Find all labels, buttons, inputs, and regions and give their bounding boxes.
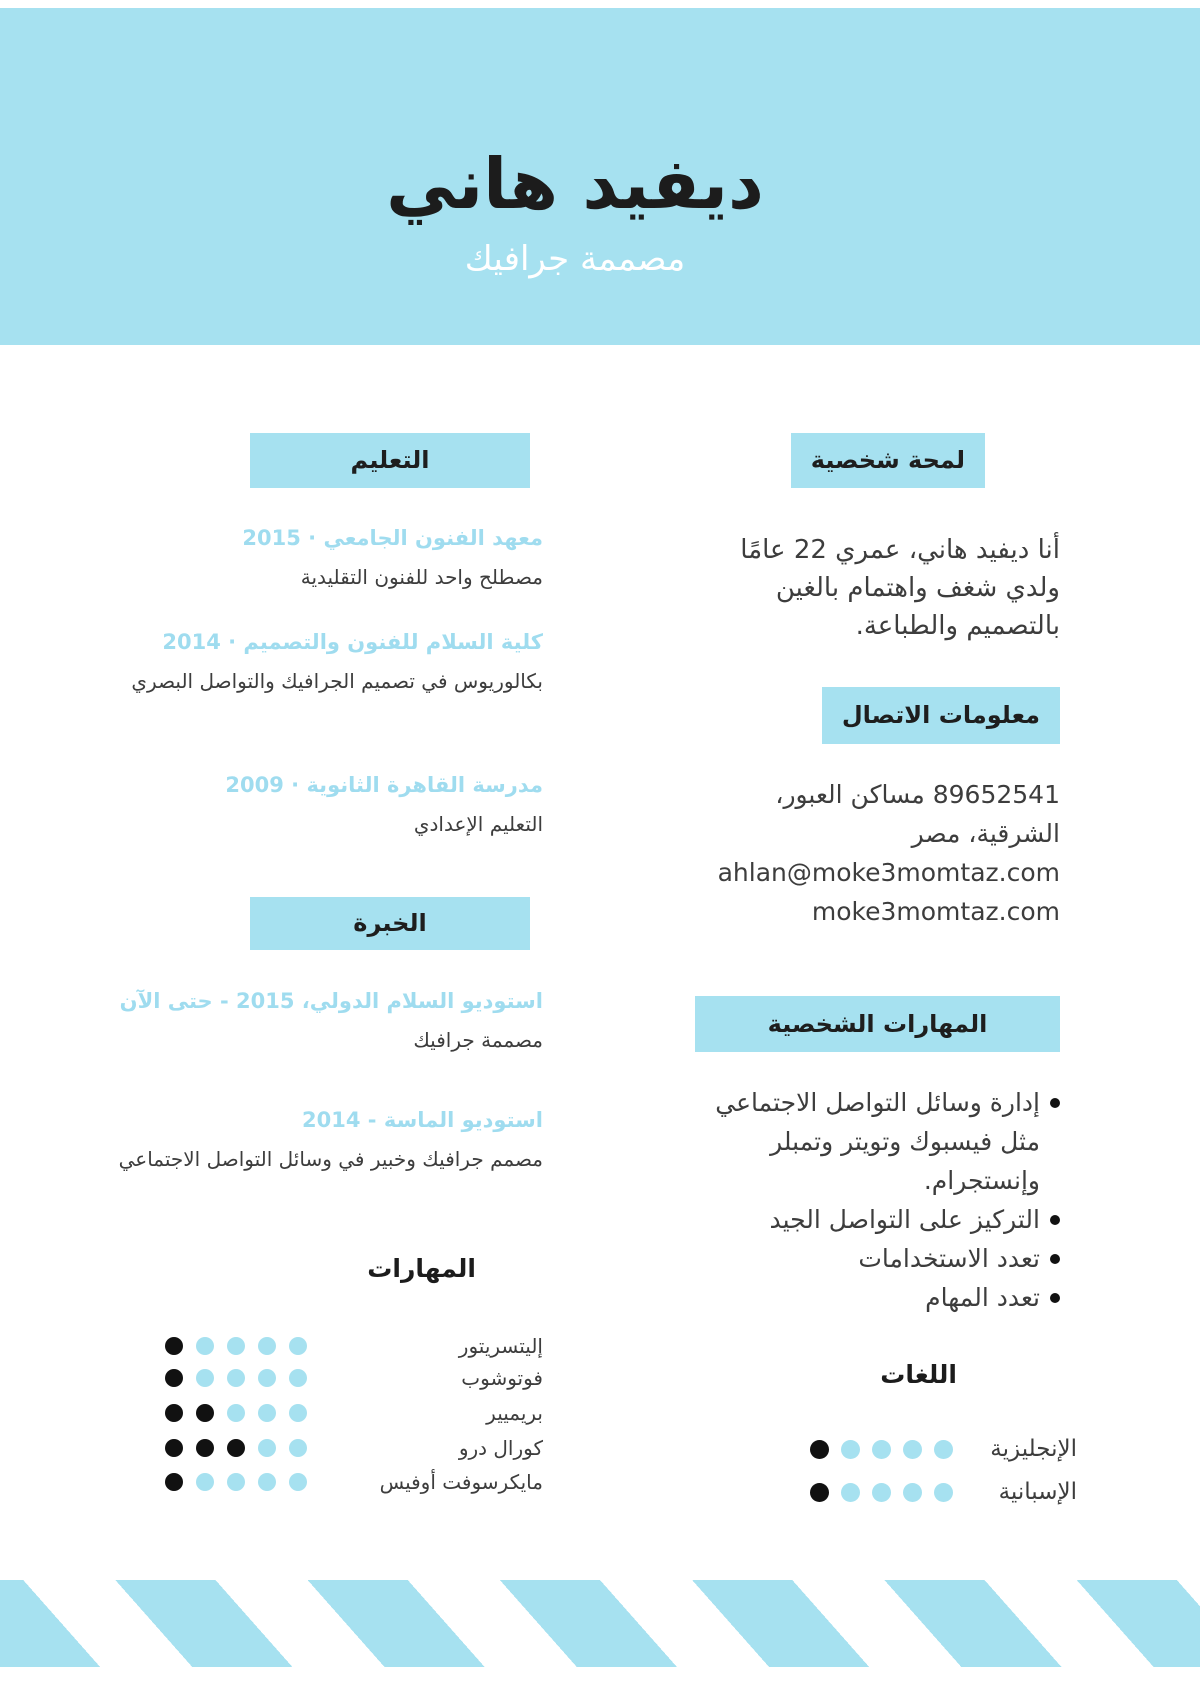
bullet-icon <box>1050 1098 1060 1108</box>
language-label: الإنجليزية <box>990 1436 1077 1462</box>
education-entry-title: كلية السلام للفنون والتصميم · 2014 <box>162 630 543 654</box>
bullet-icon <box>1050 1293 1060 1303</box>
contact-section-heading: معلومات الاتصال <box>822 687 1060 744</box>
left-column <box>118 0 543 1697</box>
skill-rating-dots <box>165 1473 307 1491</box>
language-label: الإسبانية <box>998 1479 1077 1505</box>
rating-dot-empty <box>165 1337 183 1355</box>
education-entry <box>131 627 543 695</box>
skill-row <box>165 1465 543 1499</box>
personal-skill-text: إدارة وسائل التواصل الاجتماعي مثل فيسبوك وتويتر وتمبلر وإنستجرام. <box>715 1088 1040 1195</box>
education-entry <box>150 770 543 838</box>
rating-dot-filled <box>227 1369 245 1387</box>
personal-skill-item <box>680 1239 1060 1278</box>
rating-dot-filled <box>258 1473 276 1491</box>
personal-skill-text: التركيز على التواصل الجيد <box>769 1205 1040 1234</box>
rating-dot-filled <box>934 1440 953 1459</box>
rating-dot-filled <box>227 1337 245 1355</box>
personal-skill-text: تعدد المهام <box>925 1283 1040 1312</box>
bullet-icon <box>1050 1215 1060 1225</box>
skill-label: بريميير <box>486 1401 543 1425</box>
rating-dot-filled <box>258 1439 276 1457</box>
education-entry-desc: مصطلح واحد للفنون التقليدية <box>300 565 543 589</box>
rating-dot-filled <box>289 1439 307 1457</box>
language-row <box>810 1477 1077 1507</box>
contact-info <box>680 775 1060 931</box>
skill-row <box>165 1431 543 1465</box>
rating-dot-empty <box>810 1483 829 1502</box>
education-entry-title: مدرسة القاهرة الثانوية · 2009 <box>225 773 543 797</box>
contact-email: ahlan@moke3momtaz.com <box>717 858 1060 887</box>
rating-dot-empty <box>165 1369 183 1387</box>
skill-rating-dots <box>165 1439 307 1457</box>
personal-skills-list <box>680 1083 1060 1317</box>
rating-dot-filled <box>258 1404 276 1422</box>
skill-rating-dots <box>165 1404 307 1422</box>
skill-label: إليتسريتور <box>458 1334 543 1358</box>
language-rating-dots <box>810 1483 953 1502</box>
rating-dot-filled <box>196 1369 214 1387</box>
person-name: ديفيد هاني <box>386 143 764 225</box>
education-entry-desc: بكالوريوس في تصميم الجرافيك والتواصل البصري <box>131 669 543 693</box>
personal-skill-item <box>680 1200 1060 1239</box>
right-column <box>680 0 1077 1697</box>
person-job-title: مصممة جرافيك <box>464 239 686 279</box>
rating-dot-filled <box>903 1483 922 1502</box>
skill-label: مايكرسوفت أوفيس <box>379 1470 543 1494</box>
experience-section-heading: الخبرة <box>250 897 530 950</box>
rating-dot-empty <box>165 1404 183 1422</box>
rating-dot-empty <box>227 1439 245 1457</box>
rating-dot-filled <box>289 1369 307 1387</box>
education-section-heading: التعليم <box>250 433 530 488</box>
skills-section-heading: المهارات <box>367 1254 476 1283</box>
rating-dot-filled <box>227 1473 245 1491</box>
rating-dot-empty <box>165 1473 183 1491</box>
skill-rating-dots <box>165 1369 307 1387</box>
skill-row <box>165 1361 543 1395</box>
experience-entry <box>119 986 543 1054</box>
rating-dot-filled <box>841 1440 860 1459</box>
contact-website: moke3momtaz.com <box>811 897 1060 926</box>
rating-dot-empty <box>165 1439 183 1457</box>
rating-dot-filled <box>258 1337 276 1355</box>
skill-row <box>165 1329 543 1363</box>
contact-region-line: الشرقية، مصر <box>911 819 1060 848</box>
bullet-icon <box>1050 1254 1060 1264</box>
language-rating-dots <box>810 1440 953 1459</box>
skill-rating-dots <box>165 1337 307 1355</box>
personal-skill-text: تعدد الاستخدامات <box>858 1244 1040 1273</box>
rating-dot-filled <box>934 1483 953 1502</box>
education-entry-title: معهد الفنون الجامعي · 2015 <box>242 526 543 550</box>
personal-skills-section-heading: المهارات الشخصية <box>695 996 1060 1052</box>
skill-label: كورال درو <box>458 1436 543 1460</box>
experience-entry-desc: مصمم جرافيك وخبير في وسائل التواصل الاجتماعي <box>118 1147 543 1171</box>
rating-dot-filled <box>289 1473 307 1491</box>
languages-section-heading: اللغات <box>880 1360 957 1389</box>
footer-stripes-decoration <box>0 1580 1200 1667</box>
skill-label: فوتوشوب <box>461 1366 543 1390</box>
rating-dot-filled <box>196 1337 214 1355</box>
rating-dot-filled <box>227 1404 245 1422</box>
rating-dot-filled <box>841 1483 860 1502</box>
rating-dot-empty <box>810 1440 829 1459</box>
rating-dot-filled <box>872 1483 891 1502</box>
skill-row <box>165 1396 543 1430</box>
rating-dot-filled <box>289 1337 307 1355</box>
personal-skill-item <box>680 1083 1060 1200</box>
education-entry-desc: التعليم الإعدادي <box>413 812 543 836</box>
education-entry <box>150 523 543 591</box>
profile-section-heading: لمحة شخصية <box>791 433 985 488</box>
experience-entry-desc: مصممة جرافيك <box>413 1028 543 1052</box>
rating-dot-filled <box>903 1440 922 1459</box>
rating-dot-empty <box>196 1439 214 1457</box>
rating-dot-empty <box>196 1404 214 1422</box>
rating-dot-filled <box>258 1369 276 1387</box>
rating-dot-filled <box>872 1440 891 1459</box>
rating-dot-filled <box>196 1473 214 1491</box>
experience-entry <box>118 1105 543 1173</box>
profile-summary-text: أنا ديفيد هاني، عمري 22 عامًا ولدي شغف واهتمام بالغين بالتصميم والطباعة. <box>740 535 1060 641</box>
experience-entry-title: استوديو الماسة - 2014 <box>302 1108 543 1132</box>
experience-entry-title: استوديو السلام الدولي، 2015 - حتى الآن <box>119 989 543 1013</box>
personal-skill-item <box>680 1278 1060 1317</box>
language-row <box>810 1434 1077 1464</box>
rating-dot-filled <box>289 1404 307 1422</box>
contact-address-line: 89652541 مساكن العبور، <box>775 780 1060 809</box>
